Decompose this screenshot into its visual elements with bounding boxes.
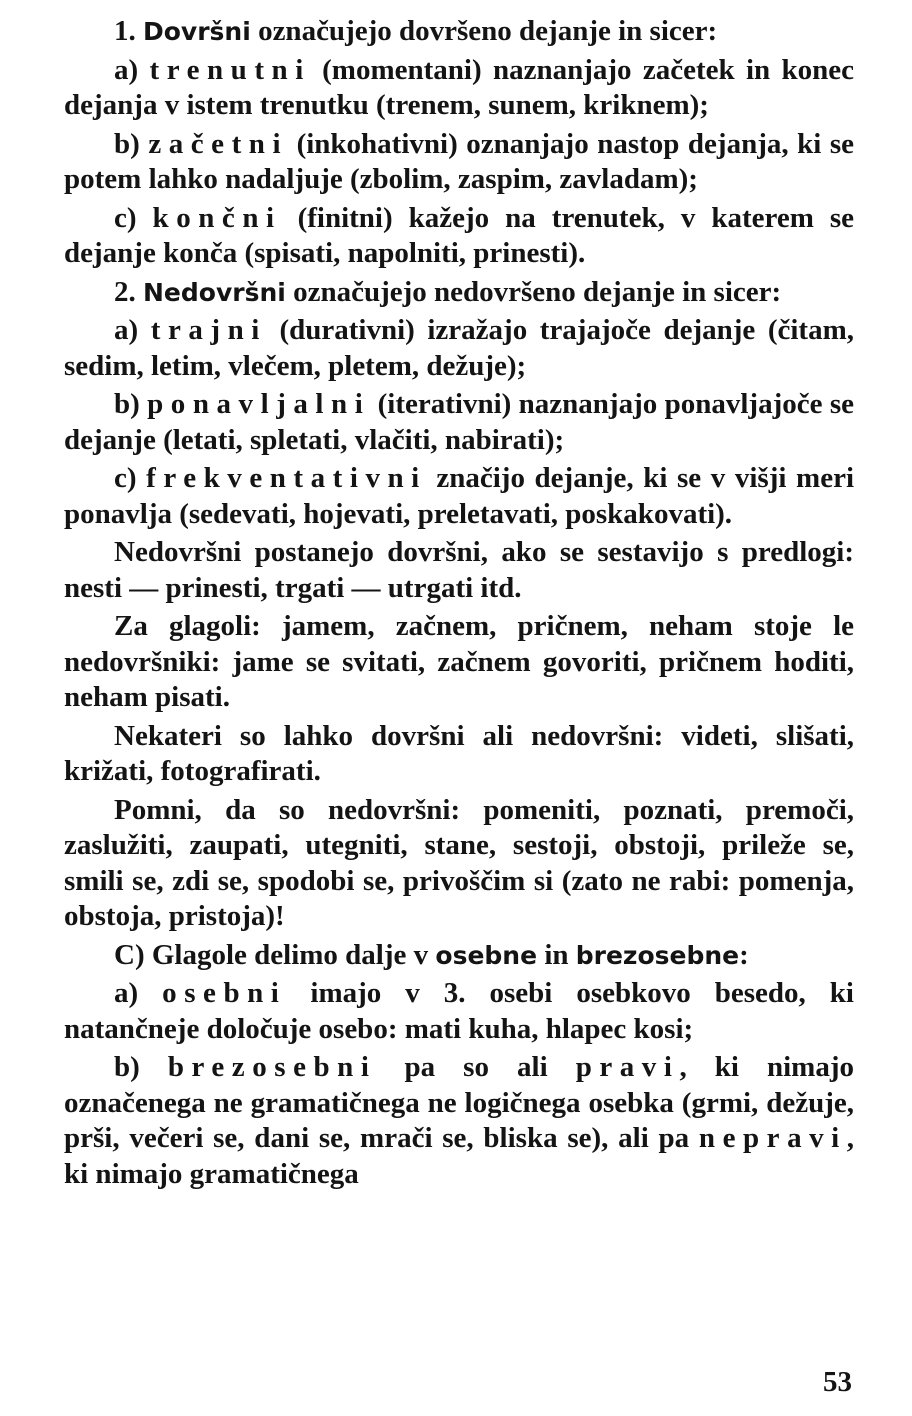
page-number: 53 <box>823 1366 852 1398</box>
keyword-osebne: osebne <box>435 940 538 970</box>
paragraph-text: (durativni) izražajo trajajoče dejanje (čitam, sedim, letim, vlečem, pletem, dežuje); <box>64 314 854 382</box>
paragraph-prefixes: Nedovršni postanejo dovršni, ako se sestavijo s predlogi: nesti — prinesti, trgati — utrgati itd. <box>64 536 854 604</box>
spaced-term: pravi <box>575 1051 680 1083</box>
spaced-term: začetni <box>148 127 289 160</box>
item-number: 1. <box>114 15 136 47</box>
paragraph-text: , ki nimajo označenega ne gramatičnega ne logičnega osebka (grmi, dežuje, prši, večeri se, dani se, mrači se, bliska se), ali pa <box>64 1051 854 1154</box>
paragraph-personal-impersonal <box>64 938 854 974</box>
paragraph-imperfective <box>64 275 854 311</box>
paragraph-impersonal-b <box>64 1050 854 1192</box>
paragraph-text: označujejo dovršeno dejanje in sicer: <box>250 15 718 47</box>
page-text <box>64 14 854 1192</box>
paragraph-text: (inkohativni) oznanjajo nastop dejanja, ki se potem lahko nadaljuje (zbolim, zaspim, zavladam); <box>64 127 854 195</box>
paragraph-perfective-b <box>64 127 854 198</box>
spaced-term: ponavljalni <box>147 388 371 420</box>
paragraph-remember: Pomni, da so nedovršni: pomeniti, poznati, premoči, zaslužiti, zaupati, utegniti, stane, sestoji, obstoji, prileže se, smili se, zdi se, spodobi se, privoščim si (zato ne rabi: pomenja, obstoja, pristoja)! <box>64 793 854 932</box>
spaced-term: trenutni <box>149 53 311 86</box>
paragraph-imperfective-a <box>64 313 854 384</box>
item-letter: c) <box>114 462 147 494</box>
paragraph-text: : <box>739 938 749 971</box>
spaced-term: nepravi <box>698 1122 847 1154</box>
paragraph-text: (finitni) kažejo na trenutek, v katerem se dejanje konča (spisati, napolniti, prinesti). <box>64 201 854 269</box>
paragraph-verbs-jamem: Za glagoli: jamem, začnem, pričnem, neham stoje le nedovršniki: jame se svitati, začnem govoriti, pričnem hoditi, neham pisati. <box>64 610 854 713</box>
paragraph-perfective-a <box>64 53 854 124</box>
item-letter: a) <box>114 314 151 346</box>
keyword-nedovrsni: Nedovršni <box>143 277 286 307</box>
item-letter: b) <box>114 127 149 160</box>
keyword-dovrsni: Dovršni <box>143 17 251 46</box>
paragraph-perfective-c <box>64 201 854 272</box>
item-letter: b) <box>114 388 148 420</box>
paragraph-text: označujejo nedovršeno dejanje in sicer: <box>285 275 782 308</box>
paragraph-text: (iterativni) naznanjajo ponavljajoče se dejanje (letati, spletati, vlačiti, nabirati); <box>64 388 854 456</box>
spaced-term: brezosebni <box>167 1051 377 1083</box>
spaced-term: končni <box>152 201 282 234</box>
paragraph-perfective <box>64 14 854 50</box>
paragraph-text: (momentani) naznanjajo začetek in konec dejanja v istem trenutku (trenem, sunem, kriknem); <box>64 53 854 121</box>
spaced-term: frekventativni <box>146 462 427 494</box>
paragraph-text: , ki nimajo gramatičnega <box>64 1122 854 1190</box>
item-letter: c) <box>114 201 153 234</box>
item-letter: b) <box>114 1051 168 1083</box>
paragraph-text: C) Glagole delimo dalje v <box>114 938 436 971</box>
paragraph-text: pa so ali <box>376 1051 576 1083</box>
item-letter: a) <box>114 977 163 1009</box>
item-number: 2. <box>114 275 136 308</box>
spaced-term: trajni <box>150 314 267 346</box>
keyword-brezosebne: brezosebne <box>575 940 740 970</box>
paragraph-text: imajo v 3. osebi osebkovo besedo, ki natančneje določuje osebo: mati kuha, hlapec kosi; <box>64 977 854 1045</box>
paragraph-both-aspects: Nekateri so lahko dovršni ali nedovršni: videti, slišati, križati, fotografirati. <box>64 719 854 787</box>
paragraph-text: in <box>537 938 576 971</box>
paragraph-text: značijo dejanje, ki se v višji meri ponavlja (sedevati, hojevati, preletavati, poskakovati). <box>64 462 854 530</box>
paragraph-imperfective-b <box>64 387 854 458</box>
item-letter: a) <box>114 53 150 86</box>
paragraph-personal-a <box>64 976 854 1047</box>
spaced-term: osebni <box>162 977 287 1009</box>
paragraph-imperfective-c <box>64 461 854 532</box>
